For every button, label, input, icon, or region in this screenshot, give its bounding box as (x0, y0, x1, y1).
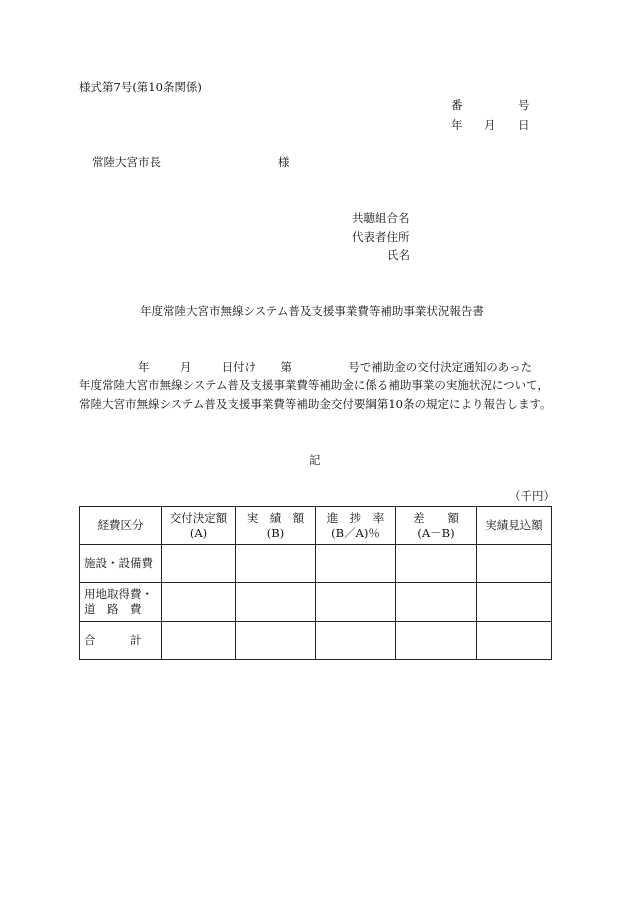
header-grant-amount: 交付決定額 (A) (162, 507, 236, 545)
header-expected-amount: 実績見込額 (477, 507, 552, 545)
header-actual-amount: 実 績 額 (B) (236, 507, 316, 545)
report-table (79, 506, 552, 660)
table-cell (162, 622, 236, 660)
header-progress-rate: 進 捗 率 (B／A)％ (316, 507, 396, 545)
body-no: 第 (280, 360, 292, 374)
table-cell (316, 545, 396, 583)
table-row (80, 622, 552, 660)
addressee-name: 常陸大宮市長 (92, 155, 161, 169)
addressee-honorific: 様 (278, 155, 290, 169)
body-year: 年 (138, 360, 150, 374)
applicant-association: 共聴組合名 (352, 211, 410, 225)
table-row (80, 545, 552, 583)
document-title: 年度常陸大宮市無線システム普及支援事業費等補助事業状況報告書 (140, 304, 484, 318)
row-label-land-road: 用地取得費・ 道 路 費 (80, 583, 162, 622)
header-difference: 差 額 (A－B) (396, 507, 477, 545)
body-line-3: 常陸大宮市無線システム普及支援事業費等補助金交付要綱第10条の規定により報告します。 (79, 397, 552, 411)
form-number: 様式第7号(第10条関係) (79, 80, 202, 94)
body-line-1 (138, 362, 532, 374)
number-label-suffix: 号 (518, 98, 530, 112)
table-cell (162, 583, 236, 622)
table-cell (396, 622, 477, 660)
table-cell (316, 622, 396, 660)
table-cell (162, 545, 236, 583)
date-year: 年 (451, 118, 463, 132)
applicant-address: 代表者住所 (352, 230, 410, 244)
number-label: 番 (451, 98, 463, 112)
table-header-row (80, 507, 552, 545)
table-cell (396, 545, 477, 583)
table-cell (396, 583, 477, 622)
table-cell (477, 622, 552, 660)
date-day: 日 (518, 118, 530, 132)
applicant-name: 氏名 (387, 248, 410, 262)
row-label-total: 合 計 (80, 622, 162, 660)
table-cell (236, 545, 316, 583)
body-line-2: 年度常陸大宮市無線システム普及支援事業費等補助金に係る補助事業の実施状況について， (79, 378, 549, 392)
unit-label: （千円） (509, 489, 555, 503)
ki-label: 記 (309, 453, 321, 467)
table-cell (477, 545, 552, 583)
date-month: 月 (484, 118, 496, 132)
table-row (80, 583, 552, 622)
header-category: 経費区分 (80, 507, 162, 545)
table-cell (236, 622, 316, 660)
table-cell (477, 583, 552, 622)
row-label-facilities: 施設・設備費 (80, 545, 162, 583)
body-rest: 号で補助金の交付決定通知のあった (348, 360, 533, 374)
table-cell (236, 583, 316, 622)
body-date: 日付け (221, 360, 257, 374)
table-cell (316, 583, 396, 622)
body-month: 月 (179, 360, 192, 374)
